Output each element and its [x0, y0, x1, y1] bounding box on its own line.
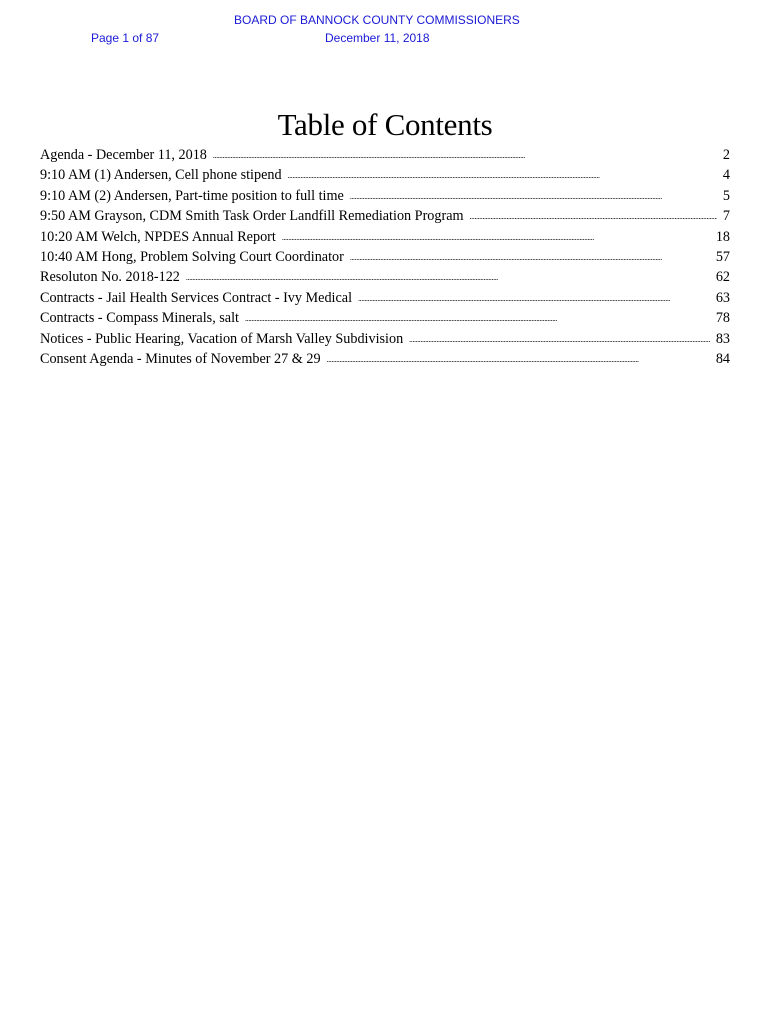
- toc-leader: [350, 248, 710, 268]
- toc-entry-text: 10:20 AM Welch, NPDES Annual Report: [40, 228, 276, 245]
- toc-entry-page: 83: [715, 330, 730, 347]
- toc-entry-text: Resoluton No. 2018-122: [40, 269, 180, 286]
- toc-entry-text: Agenda - December 11, 2018: [40, 147, 207, 163]
- meeting-date: December 11, 2018: [325, 31, 430, 45]
- toc-entry-text: 9:10 AM (2) Andersen, Part-time position to full time: [40, 187, 344, 204]
- toc-entry-text: 9:50 AM Grayson, CDM Smith Task Order Landfill Remediation Program: [40, 208, 464, 225]
- toc-entry-page: 57: [715, 248, 730, 265]
- toc-entry-page: 5: [722, 187, 730, 204]
- toc-leader: [282, 228, 710, 248]
- toc-entry-page: 78: [715, 310, 730, 327]
- page-indicator: Page 1 of 87: [91, 31, 160, 45]
- toc-leader: [350, 187, 717, 207]
- organization-name: BOARD OF BANNOCK COUNTY COMMISSIONERS: [234, 13, 520, 27]
- toc-leader: [327, 350, 710, 370]
- toc-entry-page: 7: [722, 208, 730, 225]
- toc-leader: [213, 146, 717, 166]
- toc-entry[interactable]: [40, 186, 730, 206]
- toc-entry-page: 84: [715, 350, 730, 367]
- toc-leader: [186, 268, 710, 288]
- toc-entry-text: Notices - Public Hearing, Vacation of Marsh Valley Subdivision: [40, 330, 404, 347]
- toc-entry-text: Consent Agenda - Minutes of November 27 & 29: [40, 350, 321, 367]
- toc-entry[interactable]: [40, 165, 730, 185]
- toc-entry-page: 62: [715, 269, 730, 286]
- toc-leader: [409, 330, 710, 350]
- toc-title: Table of Contents: [277, 107, 493, 142]
- toc-entry-page: 63: [715, 289, 730, 306]
- toc-entry[interactable]: [40, 308, 730, 328]
- toc-leader: [358, 289, 710, 309]
- toc-entry[interactable]: [40, 145, 730, 165]
- toc-entry[interactable]: [40, 329, 730, 349]
- toc-leader: [245, 309, 710, 329]
- toc-list: [40, 145, 730, 369]
- toc-entry-text: 9:10 AM (1) Andersen, Cell phone stipend: [40, 167, 282, 184]
- toc-entry-page: 4: [722, 167, 730, 184]
- toc-entry-text: Contracts - Compass Minerals, salt: [40, 310, 239, 327]
- toc-entry[interactable]: [40, 349, 730, 369]
- toc-leader: [288, 166, 717, 186]
- toc-entry[interactable]: [40, 206, 730, 226]
- toc-entry[interactable]: [40, 267, 730, 287]
- toc-entry[interactable]: [40, 288, 730, 308]
- toc-entry-text: 10:40 AM Hong, Problem Solving Court Coordinator: [40, 248, 344, 265]
- toc-entry-page: 18: [715, 228, 730, 245]
- toc-entry-page: 2: [722, 147, 730, 163]
- toc-entry-text: Contracts - Jail Health Services Contract - Ivy Medical: [40, 289, 353, 306]
- toc-entry[interactable]: [40, 247, 730, 267]
- toc-leader: [470, 207, 717, 227]
- toc-entry[interactable]: [40, 227, 730, 247]
